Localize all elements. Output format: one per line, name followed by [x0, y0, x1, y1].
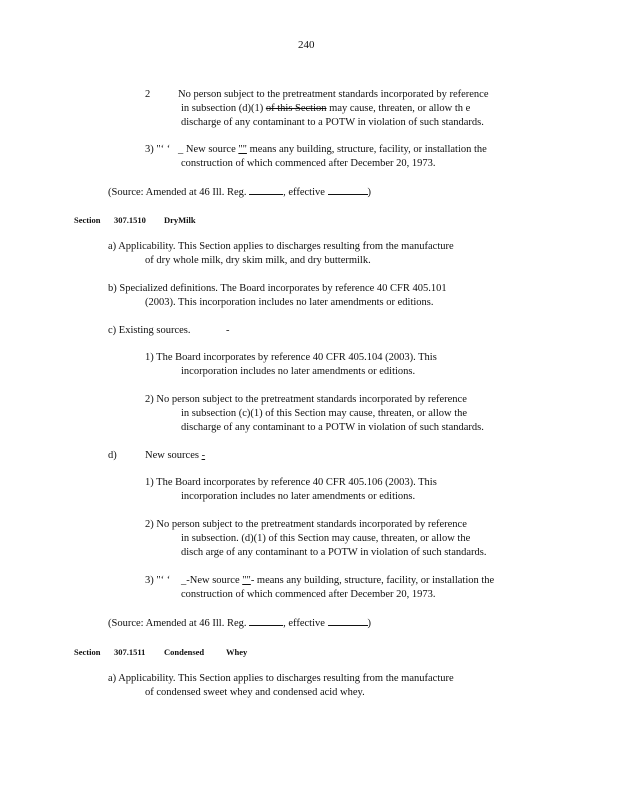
page-number: 240	[298, 39, 315, 51]
source-note: (Source: Amended at 46 Ill. Reg. , effective )	[108, 618, 372, 629]
text-line: No person subject to the pretreatment standards incorporated by reference	[178, 89, 489, 100]
text-line: construction of which commenced after December 20, 1973.	[181, 158, 436, 169]
text-line: discharge of any contaminant to a POTW in violation of such standards.	[181, 422, 484, 433]
item-number: 2	[145, 89, 151, 100]
source-note: (Source: Amended at 46 Ill. Reg. , effective )	[108, 187, 372, 198]
text-line: a) Applicability. This Section applies to discharges resulting from the manufacture	[108, 673, 454, 684]
subsection-label: d)	[108, 450, 117, 461]
section-number: 307.1510	[114, 215, 146, 225]
text-line: incorporation includes no later amendments or editions.	[181, 491, 416, 502]
text-line: 1) The Board incorporates by reference 40 CFR 405.106 (2003). This	[145, 477, 437, 488]
text-line: in subsection. (d)(1) of this Section may cause, threaten, or allow the	[181, 533, 471, 544]
text-line: 2) No person subject to the pretreatment standards incorporated by reference	[145, 394, 467, 405]
text-line: disch arge of any contaminant to a POTW in violation of such standards.	[181, 547, 487, 558]
section-title: Condensed	[164, 647, 205, 657]
text-line: in subsection (c)(1) of this Section may cause, threaten, or allow the	[181, 408, 468, 419]
text-line: incorporation includes no later amendments or editions.	[181, 366, 416, 377]
text-line: construction of which commenced after December 20, 1973.	[181, 589, 436, 600]
text-line: b) Specialized definitions. The Board incorporates by reference 40 CFR 405.101	[108, 283, 447, 294]
text-line: 1) The Board incorporates by reference 40 CFR 405.104 (2003). This	[145, 352, 437, 363]
section-title: DryMilk	[164, 215, 196, 225]
section-number: 307.1511	[114, 647, 146, 657]
text-line: of condensed sweet whey and condensed acid whey.	[145, 687, 365, 698]
subsection-heading: c) Existing sources.	[108, 325, 191, 336]
item-number: 3) "‘ ‘	[145, 144, 171, 155]
dash-mark: -	[226, 325, 230, 336]
text-line: _ New source "" means any building, structure, facility, or installation the	[178, 144, 487, 155]
item-number: 3) "‘ ‘	[145, 575, 171, 586]
text-line: in subsection (d)(1) of this Section may cause, threaten, or allow th e	[181, 103, 471, 114]
section-label: Section	[74, 215, 101, 225]
subsection-heading: New sources -	[145, 450, 206, 461]
section-title-word: Whey	[226, 647, 248, 657]
struck-text: of this Section	[265, 103, 327, 114]
section-label: Section	[74, 647, 101, 657]
text-line: (2003). This incorporation includes no later amendments or editions.	[145, 297, 434, 308]
text-line: 2) No person subject to the pretreatment standards incorporated by reference	[145, 519, 467, 530]
text-line: of dry whole milk, dry skim milk, and dry buttermilk.	[145, 255, 371, 266]
text-line: discharge of any contaminant to a POTW in violation of such standards.	[181, 117, 484, 128]
text-line: _-New source ""- means any building, structure, facility, or installation the	[181, 575, 495, 586]
text-line: a) Applicability. This Section applies to discharges resulting from the manufacture	[108, 241, 454, 252]
